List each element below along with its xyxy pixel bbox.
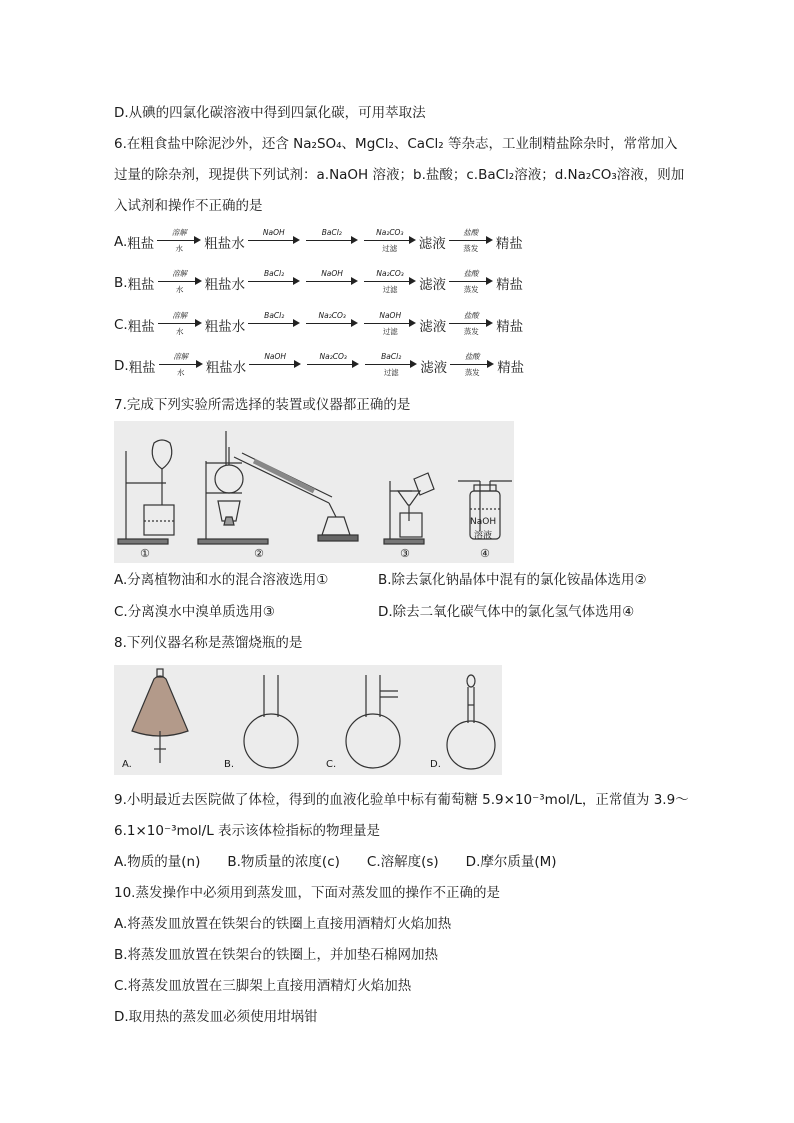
- flow-filtrate: 滤液: [419, 277, 447, 293]
- q7-naoh-label: NaOH: [470, 517, 497, 527]
- q9-stem-line2: 6.1×10⁻³mol/L 表示该体检指标的物理量是: [114, 823, 381, 839]
- acid-arrow: 盐酸 蒸发: [449, 228, 493, 256]
- flow-end: 精盐: [496, 277, 524, 293]
- acid-arrow: 盐酸 蒸发: [450, 352, 494, 380]
- dissolve-arrow: 溶解 水: [159, 352, 203, 380]
- flow-mid: 粗盐水: [204, 236, 245, 252]
- q7-apparatus-figure: [114, 421, 514, 563]
- q6-option-c: [114, 310, 523, 340]
- q7-stem: 7.完成下列实验所需选择的装置或仪器都正确的是: [114, 397, 411, 413]
- dissolve-arrow: 溶解 水: [158, 311, 202, 339]
- q7-fig-label-3: ③: [400, 547, 410, 560]
- flow-mid: 粗盐水: [204, 277, 246, 293]
- dissolve-arrow: 溶解 水: [157, 228, 201, 256]
- q7-apparatus-drawing: [114, 421, 514, 563]
- flow-end: 精盐: [497, 360, 525, 376]
- q8-fig-label-c: C.: [326, 759, 337, 770]
- q7-solution-label: 溶液: [474, 531, 493, 541]
- reagent-arrow-2: BaCl₂: [306, 228, 358, 256]
- option-letter: A.: [114, 234, 128, 250]
- flow-filtrate: 滤液: [419, 319, 447, 335]
- q7-options-row2: [114, 602, 635, 622]
- reagent-arrow-3: NaOH 过滤: [364, 311, 416, 339]
- reagent-arrow-1: NaOH: [249, 352, 301, 380]
- q7-fig-label-1: ①: [140, 547, 150, 560]
- flow-mid: 粗盐水: [205, 360, 247, 376]
- q8-fig-label-a: A.: [122, 759, 132, 770]
- q7-option-c: C.分离溴水中溴单质选用③: [114, 604, 275, 620]
- reagent-arrow-3: BaCl₂ 过滤: [365, 352, 417, 380]
- q6-stem-line3: 入试剂和操作不正确的是: [114, 198, 263, 214]
- q5-option-d: D.从碘的四氯化碳溶液中得到四氯化碳，可用萃取法: [114, 105, 426, 121]
- flow-filtrate: 滤液: [418, 236, 446, 252]
- reagent-arrow-1: NaOH: [248, 228, 300, 256]
- flow-filtrate: 滤液: [420, 360, 448, 376]
- reagent-arrow-2: Na₂CO₃: [307, 352, 359, 380]
- flow-start: 粗盐: [128, 360, 156, 376]
- flow-end: 精盐: [495, 236, 523, 252]
- acid-arrow: 盐酸 蒸发: [449, 311, 493, 339]
- q8-fig-label-d: D.: [430, 759, 441, 770]
- q10-option-b: B.将蒸发皿放置在铁架台的铁圈上，并加垫石棉网加热: [114, 947, 439, 963]
- flow-mid: 粗盐水: [204, 319, 246, 335]
- option-letter: C.: [114, 317, 128, 333]
- flow-start: 粗盐: [127, 319, 155, 335]
- q6-stem-line1: 6.在粗食盐中除泥沙外，还含 Na₂SO₄、MgCl₂、CaCl₂ 等杂志，工业制精盐除杂时，常常加入: [114, 136, 678, 152]
- q8-stem: 8.下列仪器名称是蒸馏烧瓶的是: [114, 635, 303, 651]
- flow-end: 精盐: [496, 319, 524, 335]
- reagent-arrow-1: BaCl₂: [248, 311, 300, 339]
- q8-fig-label-b: B.: [224, 759, 235, 770]
- q8-instrument-figure: [114, 665, 502, 775]
- reagent-arrow-2: Na₂CO₃: [306, 311, 358, 339]
- dissolve-arrow: 溶解 水: [158, 269, 202, 297]
- reagent-arrow-3: Na₂CO₃ 过滤: [364, 269, 416, 297]
- q7-fig-label-2: ②: [254, 547, 264, 560]
- q8-instrument-drawing: [114, 665, 502, 775]
- flow-start: 粗盐: [127, 277, 155, 293]
- reagent-arrow-1: BaCl₂: [248, 269, 300, 297]
- option-letter: B.: [114, 275, 128, 291]
- flow-start: 粗盐: [127, 236, 155, 252]
- q7-fig-label-4: ④: [480, 547, 490, 560]
- q10-option-c: C.将蒸发皿放置在三脚架上直接用酒精灯火焰加热: [114, 978, 412, 994]
- option-letter: D.: [114, 358, 129, 374]
- q6-option-d: [114, 351, 524, 381]
- q6-option-a: [114, 227, 523, 257]
- q7-options-row1: [114, 570, 647, 590]
- q7-option-b: B.除去氯化钠晶体中混有的氯化铵晶体选用②: [378, 572, 647, 588]
- acid-arrow: 盐酸 蒸发: [449, 269, 493, 297]
- q10-option-a: A.将蒸发皿放置在铁架台的铁圈上直接用酒精灯火焰加热: [114, 916, 452, 932]
- q9-options: A.物质的量(n) B.物质量的浓度(c) C.溶解度(s) D.摩尔质量(M): [114, 854, 557, 870]
- reagent-arrow-2: NaOH: [306, 269, 358, 297]
- q6-stem-line2: 过量的除杂剂，现提供下列试剂：a.NaOH 溶液；b.盐酸；c.BaCl₂溶液；d.Na₂CO₃溶液，则加: [114, 167, 685, 183]
- q9-stem-line1: 9.小明最近去医院做了体检，得到的血液化验单中标有葡萄糖 5.9×10⁻³mol/L，正常值为 3.9～: [114, 792, 689, 808]
- q10-stem: 10.蒸发操作中必须用到蒸发皿，下面对蒸发皿的操作不正确的是: [114, 885, 500, 901]
- q10-option-d: D.取用热的蒸发皿必须使用坩埚钳: [114, 1009, 318, 1025]
- q6-option-b: [114, 268, 523, 298]
- reagent-arrow-3: Na₂CO₃ 过滤: [364, 228, 416, 256]
- q7-option-a: A.分离植物油和水的混合溶液选用①: [114, 572, 329, 588]
- q7-option-d: D.除去二氧化碳气体中的氯化氢气体选用④: [378, 604, 635, 620]
